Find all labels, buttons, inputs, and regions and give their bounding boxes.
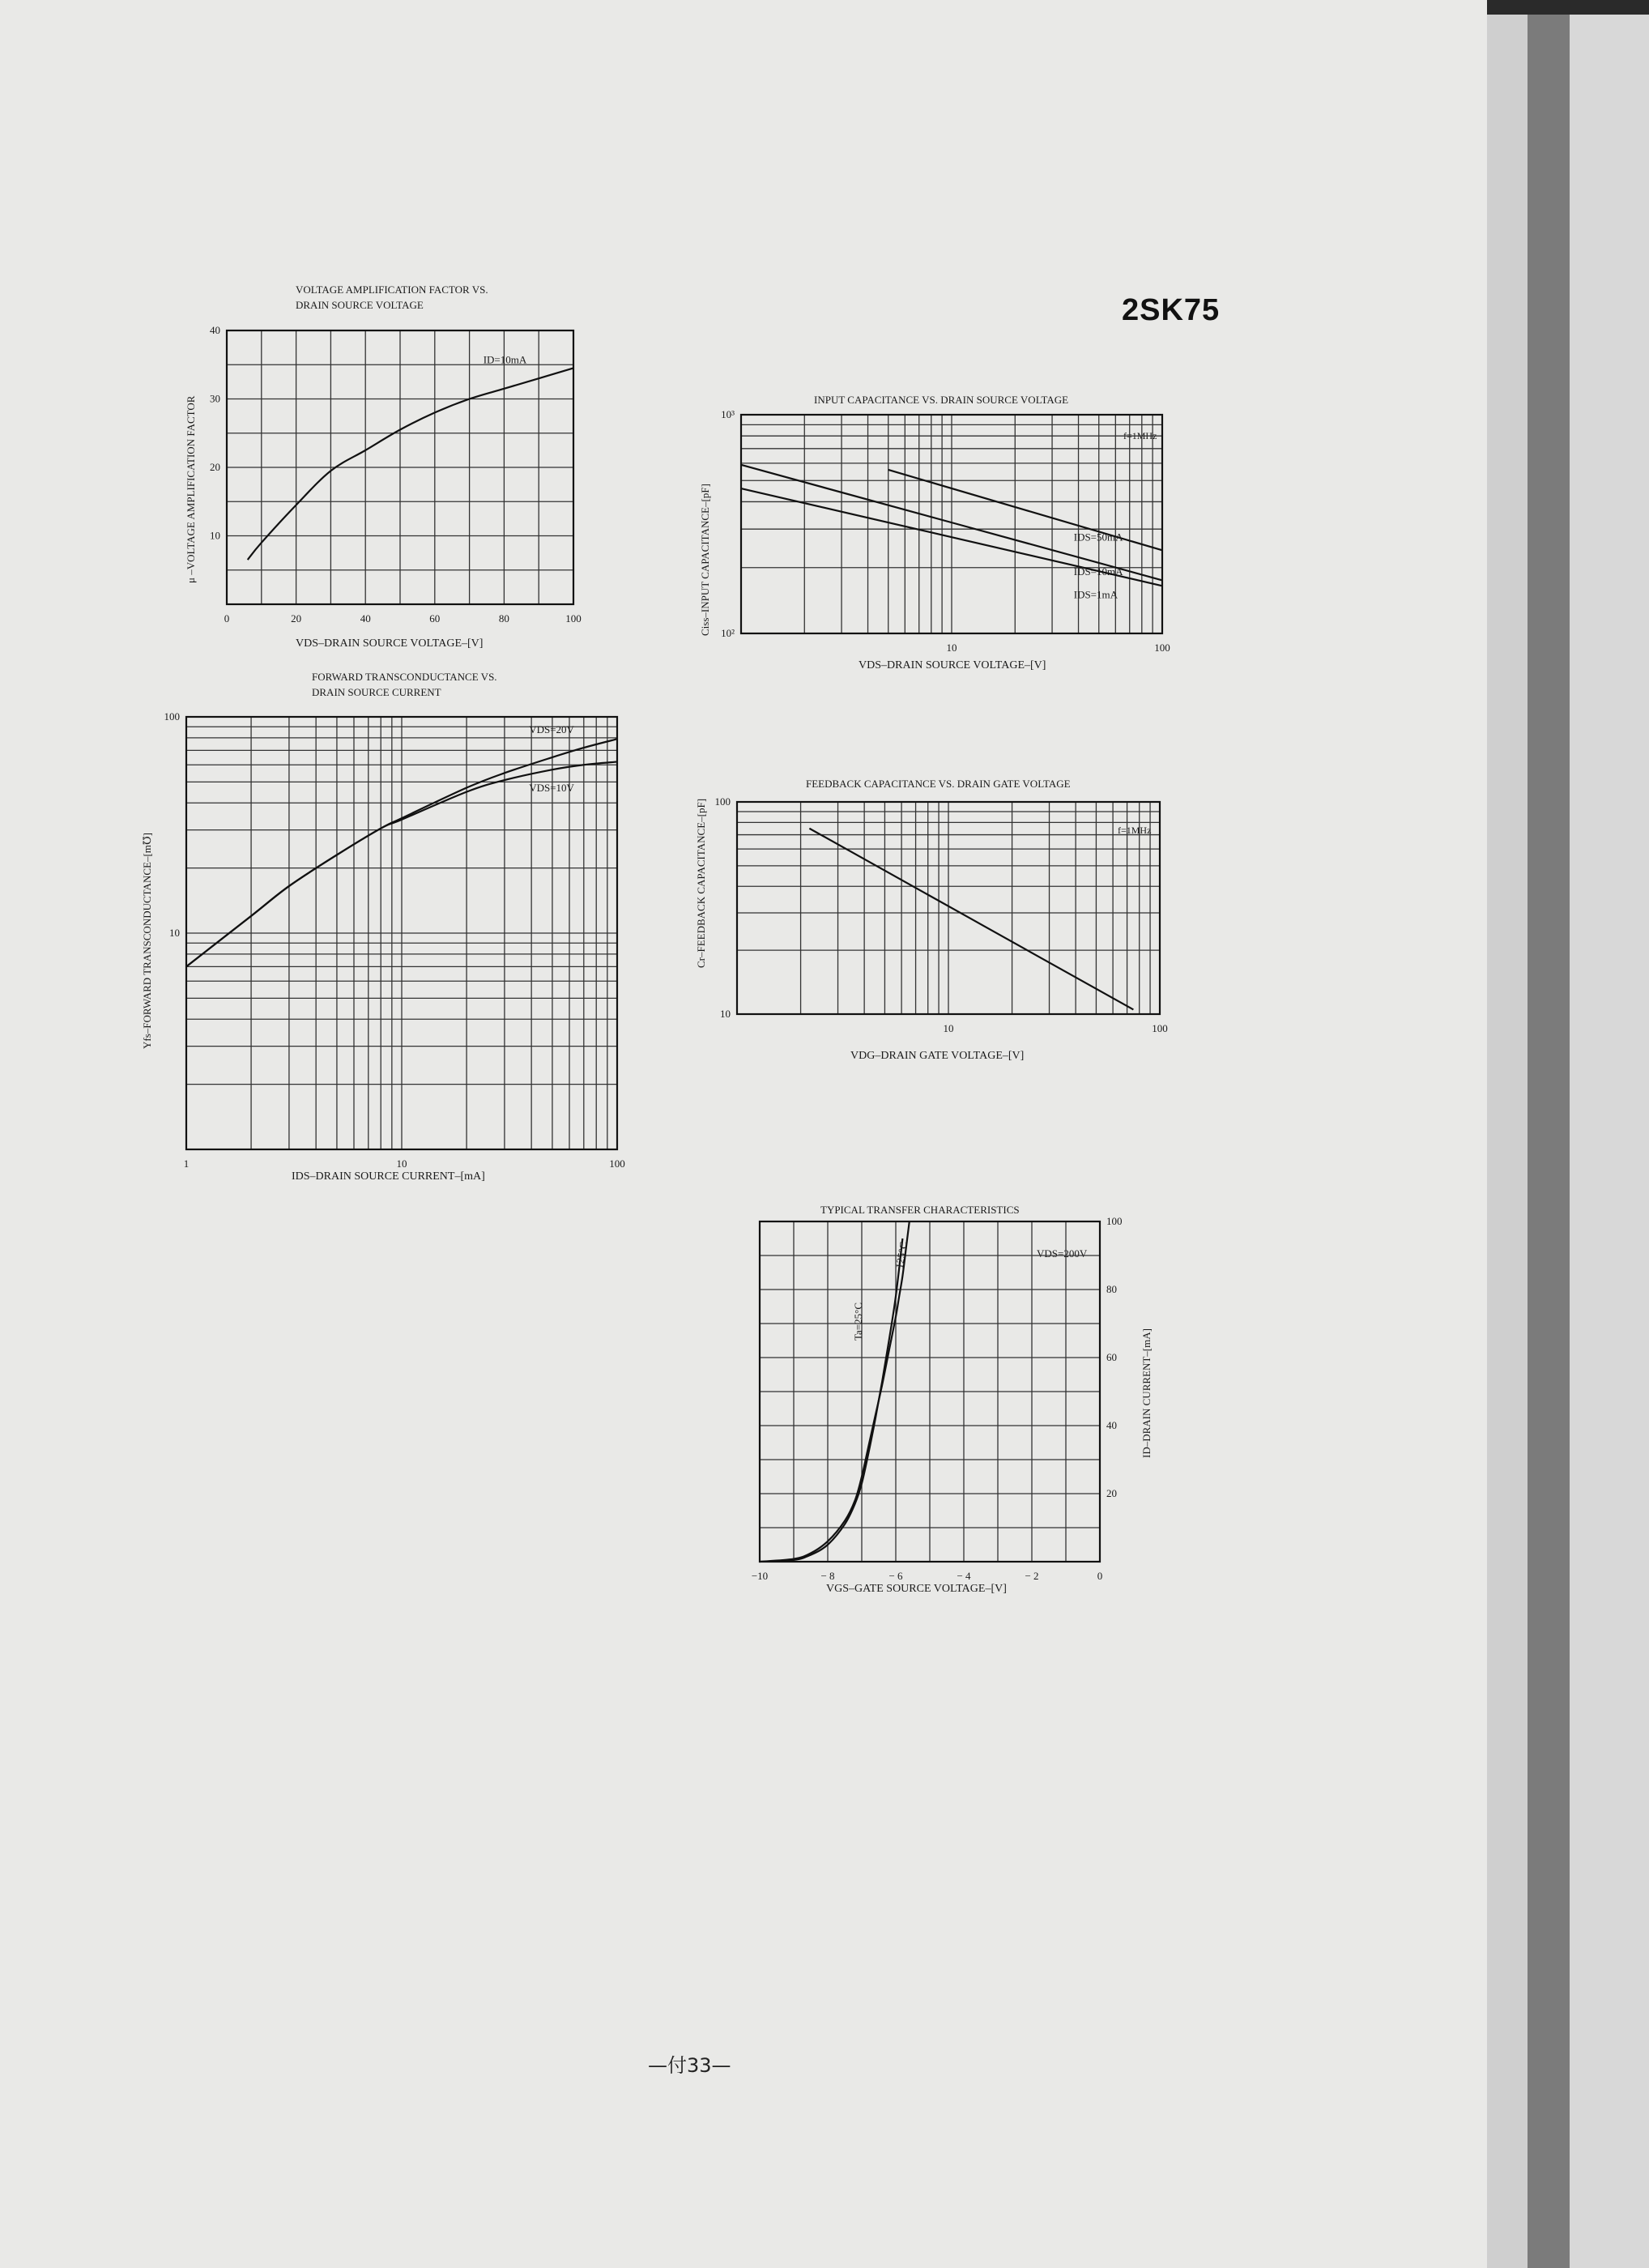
frequency-annotation: f=1MHz [1118,825,1152,836]
x-tick-label: − 2 [1025,1570,1039,1582]
series-label: IDS=10mA [1073,565,1123,578]
x-tick-label: 100 [609,1157,625,1170]
book-spine-light [1487,0,1528,2268]
y-tick-label: 100 [164,710,180,723]
series-label: IDS=50mA [1073,531,1123,544]
series-label: VDS=10V [529,781,574,794]
y-axis-label: ID–DRAIN CURRENT–[mA] [1140,1328,1153,1458]
chart-title: FORWARD TRANSCONDUCTANCE VS. [312,671,497,683]
book-spine-edge [1570,0,1649,2268]
y-axis-label: μ –VOLTAGE AMPLIFICATION FACTOR [185,395,197,583]
x-tick-label: 10 [946,642,957,654]
x-axis-label: VGS–GATE SOURCE VOLTAGE–[V] [826,1583,1007,1595]
x-tick-label: 0 [1097,1570,1103,1582]
vds-annotation: VDS=200V [1037,1247,1088,1260]
y-tick-label: 80 [1106,1283,1117,1295]
x-tick-label: − 6 [888,1570,903,1582]
x-tick-label: 10 [943,1022,954,1034]
part-number: 2SK75 [1122,293,1221,327]
series-line [760,1238,902,1562]
chart-title: FEEDBACK CAPACITANCE VS. DRAIN GATE VOLTAGE [806,778,1071,790]
x-tick-label: − 4 [957,1570,971,1582]
x-tick-label: − 8 [820,1570,835,1582]
y-tick-label: 100 [714,795,731,808]
x-tick-label: 100 [565,612,582,625]
y-axis-label: Ciss–INPUT CAPACITANCE–[pF] [699,484,711,636]
y-tick-label: 20 [210,461,220,473]
chart-title-line2: DRAIN SOURCE CURRENT [312,686,441,698]
frequency-annotation: f=1MHz [1123,430,1157,441]
y-tick-label: 40 [210,324,220,336]
x-tick-label: 0 [224,612,230,625]
series-label: IDS=1mA [1073,588,1119,601]
y-tick-label: 60 [1106,1351,1117,1363]
y-tick-label: 10² [721,627,735,639]
y-tick-label: 20 [1106,1487,1117,1499]
y-tick-label: 30 [210,392,220,405]
x-axis-label: IDS–DRAIN SOURCE CURRENT–[mA] [292,1170,485,1183]
x-axis-label: VDG–DRAIN GATE VOLTAGE–[V] [850,1050,1025,1062]
series-line [809,829,1133,1010]
x-tick-label: 60 [429,612,441,625]
y-tick-label: 100 [1106,1215,1123,1227]
y-tick-label: 10³ [721,408,735,420]
chart-feedback-capacitance [688,765,1191,1073]
y-axis-label: Yfs–FORWARD TRANSCONDUCTANCE–[m℧] [141,833,153,1049]
y-tick-label: 10 [210,529,220,542]
series-label: Ta=25°C [852,1302,864,1341]
x-tick-label: −10 [751,1570,769,1582]
chart-title: INPUT CAPACITANCE VS. DRAIN SOURCE VOLTAGE [814,394,1069,406]
chart-forward-transconductance [130,664,648,1199]
series-label: ID=10mA [483,353,527,366]
y-tick-label: 10 [720,1008,731,1020]
y-axis-label: Cr–FEEDBACK CAPACITANCE–[pF] [695,798,707,968]
chart-transfer-characteristics [729,1191,1182,1612]
x-tick-label: 80 [498,612,509,625]
book-spine-top [1487,0,1649,15]
x-axis-label: VDS–DRAIN SOURCE VOLTAGE–[V] [859,659,1046,671]
chart-title: TYPICAL TRANSFER CHARACTERISTICS [820,1204,1020,1216]
book-spine-dark [1528,0,1570,2268]
chart-voltage-amplification-factor [162,275,599,664]
series-label: 125°C [893,1240,910,1270]
x-tick-label: 100 [1154,642,1170,654]
x-axis-label: VDS–DRAIN SOURCE VOLTAGE–[V] [296,637,484,650]
chart-title-line2: DRAIN SOURCE VOLTAGE [296,299,424,311]
x-tick-label: 10 [396,1157,407,1170]
page-number: —付33— [648,2054,731,2077]
chart-input-capacitance [688,381,1191,688]
x-tick-label: 100 [1152,1022,1168,1034]
series-label: VDS=20V [529,723,574,735]
y-tick-label: 10 [169,927,180,939]
y-tick-label: 40 [1106,1419,1117,1431]
x-tick-label: 20 [291,612,302,625]
x-tick-label: 1 [183,1157,190,1170]
x-tick-label: 40 [360,612,371,625]
chart-title: VOLTAGE AMPLIFICATION FACTOR VS. [296,284,488,296]
